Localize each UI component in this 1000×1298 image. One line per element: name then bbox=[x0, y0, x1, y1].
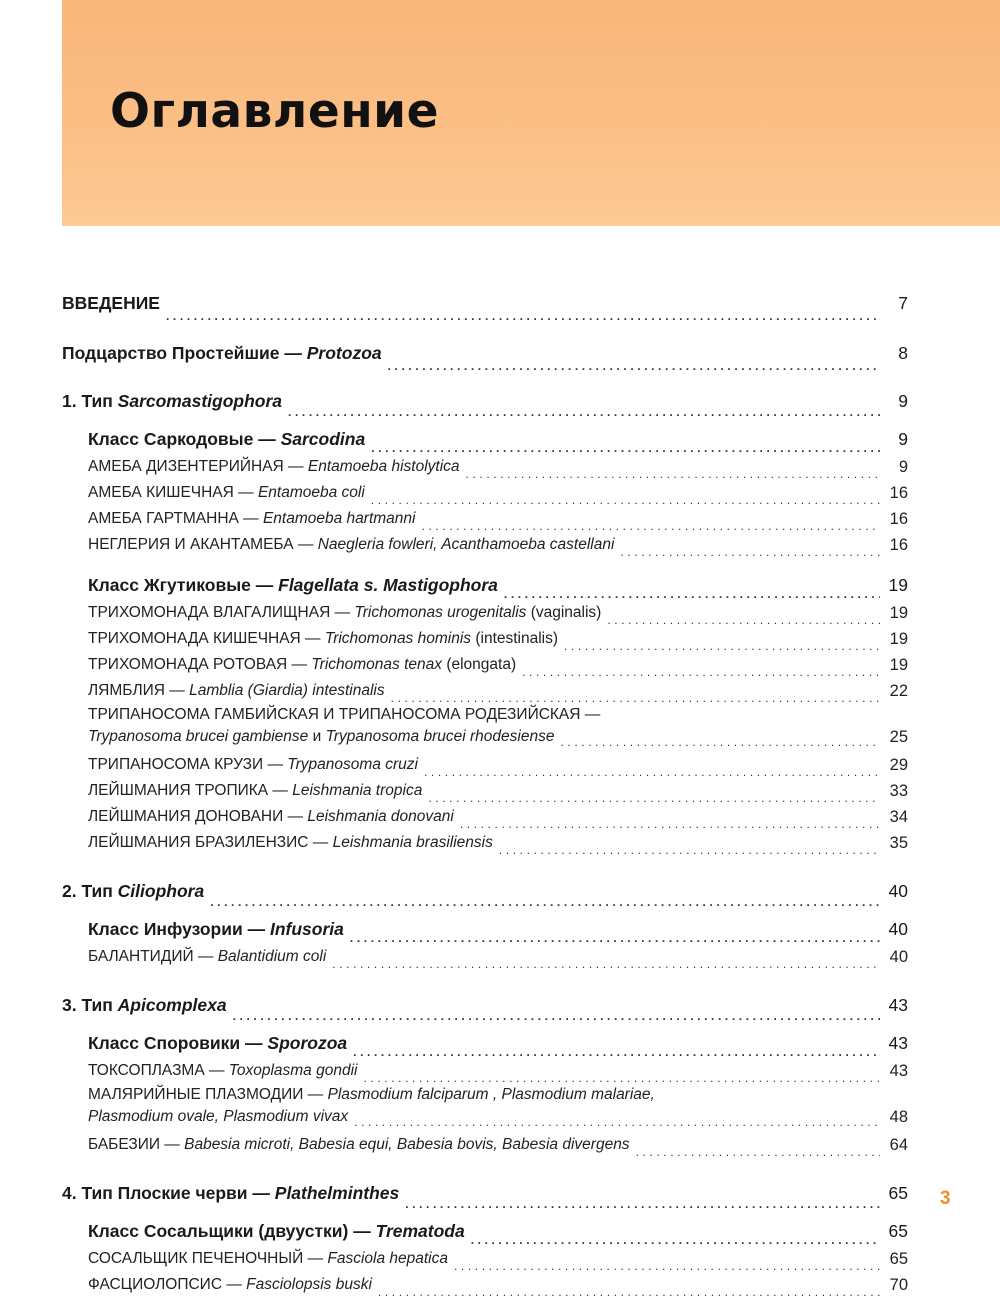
dot-leader bbox=[460, 818, 880, 830]
dot-leader bbox=[454, 1260, 880, 1272]
toc-entry-label: Класс Инфузории — bbox=[88, 919, 270, 939]
dot-leader bbox=[388, 360, 880, 372]
dot-leader bbox=[428, 792, 880, 804]
page-number: 3 bbox=[940, 1188, 951, 1209]
toc-entry-label: ТРИХОМОНАДА ВЛАГАЛИЩНАЯ — bbox=[88, 604, 355, 621]
toc-entry bbox=[62, 804, 908, 830]
toc-page-number: 43 bbox=[888, 1033, 908, 1053]
toc-entry-latin-name: Plasmodium ovale, Plasmodium vivax bbox=[88, 1108, 349, 1125]
toc-entry bbox=[62, 1216, 908, 1246]
toc-entry-label: 1. Тип bbox=[62, 391, 118, 411]
toc-entry bbox=[62, 532, 908, 558]
toc-entry-latin-name: Infusoria bbox=[269, 919, 344, 939]
toc-entry bbox=[62, 1058, 908, 1084]
toc-entry-latin-name: Sarcomastigophora bbox=[117, 391, 283, 411]
toc-page-number: 40 bbox=[888, 919, 908, 939]
toc-entry bbox=[62, 652, 908, 678]
toc-entry-label: Класс Саркодовые — bbox=[88, 429, 281, 449]
toc-entry-latin-name: Trematoda bbox=[375, 1221, 465, 1241]
table-of-contents bbox=[62, 284, 908, 1298]
toc-entry-latin-name: Entamoeba histolytica bbox=[307, 458, 460, 475]
toc-entry bbox=[62, 1272, 908, 1298]
dot-leader bbox=[424, 766, 880, 778]
dot-leader bbox=[371, 494, 880, 506]
toc-entry-label: ТРИХОМОНАДА КИШЕЧНАЯ — bbox=[88, 630, 325, 647]
toc-entry-latin-name: Trichomonas tenax bbox=[311, 656, 443, 673]
dot-leader bbox=[332, 958, 880, 970]
toc-page-number: 16 bbox=[889, 536, 908, 554]
toc-page-number: 16 bbox=[889, 484, 908, 502]
toc-entry-label: СОСАЛЬЩИК ПЕЧЕНОЧНЫЙ — bbox=[88, 1250, 328, 1267]
toc-entry bbox=[62, 1028, 908, 1058]
dot-leader bbox=[471, 1234, 880, 1246]
dot-leader bbox=[391, 692, 880, 704]
toc-entry-latin-name: Leishmania donovani bbox=[307, 808, 454, 825]
toc-entry-first-line bbox=[88, 704, 908, 726]
dot-leader bbox=[466, 468, 880, 480]
toc-page-number: 35 bbox=[889, 834, 908, 852]
toc-entry-label: 3. Тип bbox=[62, 995, 118, 1015]
dot-leader bbox=[210, 896, 880, 908]
dot-leader bbox=[405, 1198, 880, 1210]
toc-entry-latin-name: Entamoeba coli bbox=[257, 484, 365, 501]
toc-page-number: 19 bbox=[889, 630, 908, 648]
toc-entry-latin-name: Flagellata s. Mastigophora bbox=[278, 575, 498, 595]
toc-page-number: 9 bbox=[898, 429, 908, 449]
dot-leader bbox=[564, 640, 880, 652]
toc-entry-latin-name: Sporozoa bbox=[267, 1033, 348, 1053]
toc-entry-latin-name: Babesia microti, Babesia equi, Babesia bovis, Babesia divergens bbox=[184, 1136, 630, 1153]
dot-leader bbox=[620, 546, 880, 558]
toc-entry bbox=[62, 778, 908, 804]
toc-page-number: 64 bbox=[889, 1136, 908, 1154]
toc-entry-latin-name: Trypanosoma brucei rhodesiense bbox=[325, 728, 555, 745]
toc-entry-label: ЛЕЙШМАНИЯ БРАЗИЛЕНЗИС — bbox=[88, 834, 333, 851]
toc-page-number: 40 bbox=[888, 881, 908, 901]
dot-leader bbox=[504, 588, 880, 600]
toc-entry-first-line bbox=[88, 1084, 908, 1106]
toc-page-number: 19 bbox=[889, 656, 908, 674]
toc-entry bbox=[62, 678, 908, 704]
toc-entry-label: НЕГЛЕРИЯ И АКАНТАМЕБА — bbox=[88, 536, 318, 553]
toc-entry-latin-name: Naegleria fowleri, Acanthamoeba castellani bbox=[317, 536, 615, 553]
toc-page-number: 9 bbox=[898, 391, 908, 411]
toc-page-number: 65 bbox=[889, 1250, 908, 1268]
toc-entry-latin-name: Fasciolopsis buski bbox=[246, 1276, 372, 1293]
dot-leader bbox=[353, 1046, 880, 1058]
toc-entry-conjunction: и bbox=[308, 728, 326, 745]
dot-leader bbox=[288, 406, 880, 418]
toc-entry-label: МАЛЯРИЙНЫЕ ПЛАЗМОДИИ — bbox=[88, 1086, 328, 1103]
toc-page-number: 65 bbox=[888, 1183, 908, 1203]
toc-entry bbox=[62, 874, 908, 908]
toc-entry-label: АМЕБА ГАРТМАННА — bbox=[88, 510, 263, 527]
toc-entry-label: БАЛАНТИДИЙ — bbox=[88, 948, 218, 965]
toc-page-number: 43 bbox=[888, 995, 908, 1015]
toc-entry bbox=[62, 704, 908, 752]
toc-entry-synonym: (elongata) bbox=[442, 656, 517, 673]
toc-entry bbox=[62, 752, 908, 778]
toc-page-number: 33 bbox=[889, 782, 908, 800]
toc-page-number: 7 bbox=[898, 293, 908, 313]
toc-page-number: 34 bbox=[889, 808, 908, 826]
toc-entry-label: ЛЕЙШМАНИЯ ТРОПИКА — bbox=[88, 782, 293, 799]
toc-entry-latin-name: Trypanosoma brucei gambiense bbox=[88, 728, 309, 745]
toc-entry bbox=[62, 1084, 908, 1132]
toc-entry-label: Класс Споровики — bbox=[88, 1033, 268, 1053]
toc-entry bbox=[62, 506, 908, 532]
toc-entry bbox=[62, 570, 908, 600]
toc-entry-latin-name: Fasciola hepatica bbox=[327, 1250, 448, 1267]
dot-leader bbox=[636, 1146, 880, 1158]
page-title: Оглавление bbox=[110, 84, 439, 139]
dot-leader bbox=[354, 1116, 880, 1128]
toc-entry-latin-name: Trypanosoma cruzi bbox=[287, 756, 418, 773]
dot-leader bbox=[371, 442, 880, 454]
toc-page-number: 25 bbox=[889, 728, 908, 746]
toc-page-number: 48 bbox=[889, 1108, 908, 1126]
dot-leader bbox=[522, 666, 880, 678]
toc-page-number: 43 bbox=[889, 1062, 908, 1080]
toc-entry-label: 2. Тип bbox=[62, 881, 118, 901]
toc-page-number: 70 bbox=[889, 1276, 908, 1294]
toc-entry-label: ТОКСОПЛАЗМА — bbox=[88, 1062, 229, 1079]
toc-entry bbox=[62, 384, 908, 418]
toc-entry-label: АМЕБА ДИЗЕНТЕРИЙНАЯ — bbox=[88, 458, 308, 475]
dot-leader bbox=[363, 1072, 880, 1084]
toc-entry bbox=[62, 830, 908, 856]
toc-page-number: 40 bbox=[889, 948, 908, 966]
toc-entry-label: БАБЕЗИИ — bbox=[88, 1136, 185, 1153]
dot-leader bbox=[607, 614, 880, 626]
toc-entry-label: ТРИПАНОСОМА ГАМБИЙСКАЯ И ТРИПАНОСОМА РОДЕЗИЙСКАЯ — bbox=[88, 706, 601, 723]
toc-entry-latin-name: Sarcodina bbox=[280, 429, 366, 449]
toc-entry bbox=[62, 988, 908, 1022]
toc-entry-label: Класс Жгутиковые — bbox=[88, 575, 279, 595]
toc-entry-synonym: (intestinalis) bbox=[471, 630, 559, 647]
toc-page-number: 19 bbox=[889, 604, 908, 622]
toc-entry-latin-name: Toxoplasma gondii bbox=[228, 1062, 358, 1079]
toc-entry-label: Подцарство Простейшие — bbox=[62, 343, 307, 363]
toc-page-number: 8 bbox=[898, 343, 908, 363]
toc-entry bbox=[62, 454, 908, 480]
toc-entry bbox=[62, 600, 908, 626]
toc-entry bbox=[62, 334, 908, 372]
toc-entry-label: ЛЕЙШМАНИЯ ДОНОВАНИ — bbox=[88, 808, 308, 825]
dot-leader bbox=[378, 1286, 880, 1298]
dot-leader bbox=[350, 932, 880, 944]
toc-page-number: 22 bbox=[889, 682, 908, 700]
toc-page-number: 19 bbox=[888, 575, 908, 595]
toc-page-number: 65 bbox=[888, 1221, 908, 1241]
toc-entry bbox=[62, 1246, 908, 1272]
toc-entry-label: ФАСЦИОЛОПСИС — bbox=[88, 1276, 247, 1293]
dot-leader bbox=[233, 1010, 880, 1022]
toc-entry bbox=[62, 1132, 908, 1158]
toc-entry-latin-name: Plasmodium falciparum , Plasmodium malariae, bbox=[327, 1086, 655, 1103]
dot-leader bbox=[499, 844, 880, 856]
toc-entry-latin-name: Entamoeba hartmanni bbox=[262, 510, 416, 527]
toc-entry-latin-name: Balantidium coli bbox=[217, 948, 327, 965]
toc-entry-latin-name: Leishmania tropica bbox=[292, 782, 423, 799]
dot-leader bbox=[560, 736, 880, 748]
toc-entry-synonym: (vaginalis) bbox=[526, 604, 602, 621]
toc-entry bbox=[62, 424, 908, 454]
toc-entry-label: ЛЯМБЛИЯ — bbox=[88, 682, 190, 699]
dot-leader bbox=[166, 310, 880, 322]
dot-leader bbox=[421, 520, 880, 532]
toc-entry bbox=[62, 284, 908, 322]
toc-entry bbox=[62, 1176, 908, 1210]
toc-page-number: 9 bbox=[898, 458, 908, 476]
toc-entry-label: ТРИПАНОСОМА КРУЗИ — bbox=[88, 756, 288, 773]
toc-entry-label: ВВЕДЕНИЕ bbox=[62, 293, 160, 313]
toc-entry-latin-name: Trichomonas hominis bbox=[324, 630, 472, 647]
toc-page-number: 16 bbox=[889, 510, 908, 528]
toc-entry bbox=[62, 480, 908, 506]
toc-entry bbox=[62, 944, 908, 970]
toc-entry-label: Класс Сосальщики (двуустки) — bbox=[88, 1221, 376, 1241]
toc-entry-latin-name: Lamblia (Giardia) intestinalis bbox=[189, 682, 385, 699]
toc-entry-latin-name: Apicomplexa bbox=[117, 995, 227, 1015]
toc-entry bbox=[62, 626, 908, 652]
toc-entry-label: 4. Тип Плоские черви — bbox=[62, 1183, 275, 1203]
toc-entry-latin-name: Leishmania brasiliensis bbox=[332, 834, 493, 851]
toc-page-number: 29 bbox=[889, 756, 908, 774]
toc-entry-latin-name: Protozoa bbox=[306, 343, 382, 363]
toc-entry-latin-name: Ciliophora bbox=[117, 881, 205, 901]
toc-entry-label: ТРИХОМОНАДА РОТОВАЯ — bbox=[88, 656, 312, 673]
toc-entry-latin-name: Trichomonas urogenitalis bbox=[354, 604, 527, 621]
toc-entry-latin-name: Plathelminthes bbox=[274, 1183, 400, 1203]
toc-entry-label: АМЕБА КИШЕЧНАЯ — bbox=[88, 484, 258, 501]
toc-entry bbox=[62, 914, 908, 944]
